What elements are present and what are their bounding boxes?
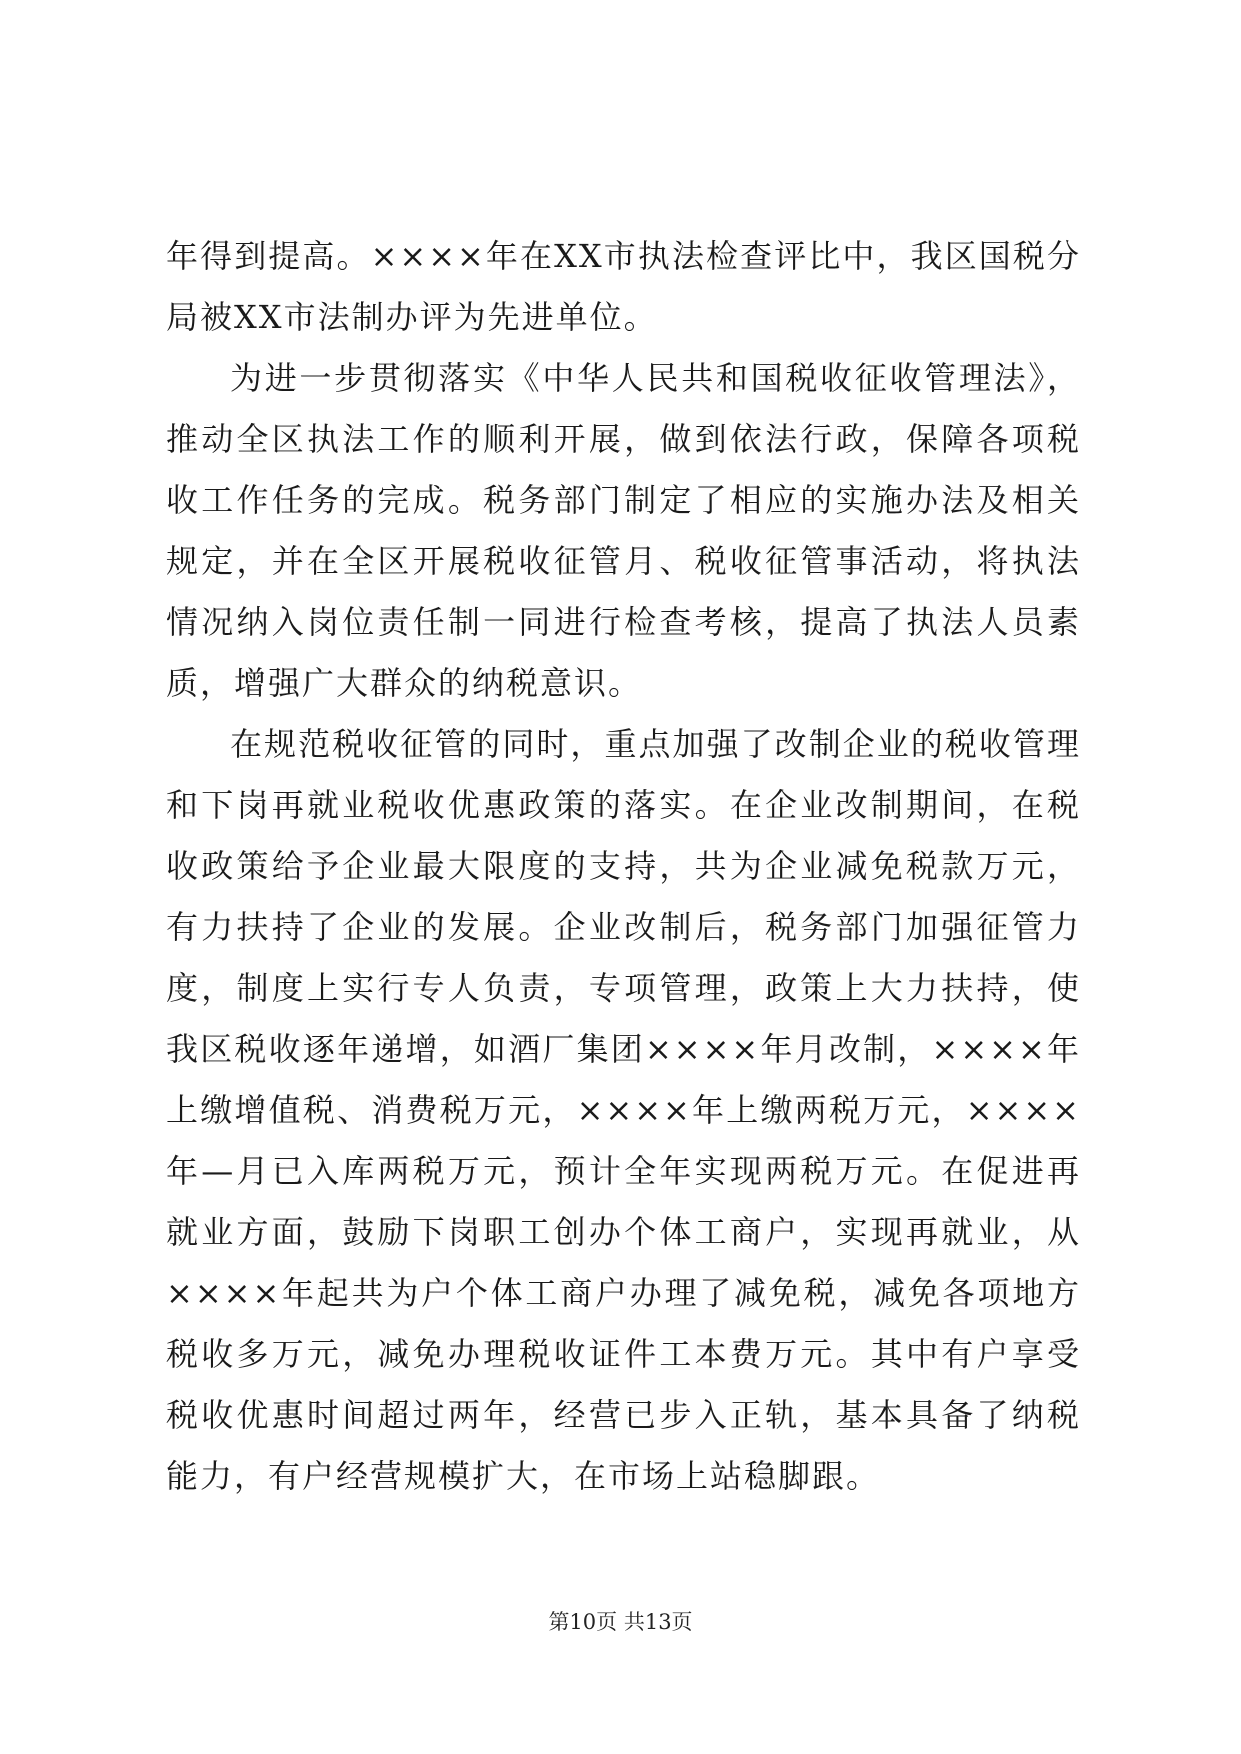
page-number-label: 第10页 共13页: [548, 1610, 693, 1634]
paragraph-continuation: 年得到提高。××××年在XX市执法检查评比中，我区国税分局被XX市法制办评为先进单位。: [166, 237, 1081, 336]
page-footer: [0, 1608, 1241, 1636]
paragraph-enterprise-reform: 在规范税收征管的同时，重点加强了改制企业的税收管理和下岗再就业税收优惠政策的落实。在企业改制期间，在税收政策给予企业最大限度的支持，共为企业减免税款万元，有力扶持了企业的发展。企业改制后，税务部门加强征管力度，制度上实行专人负责，专项管理，政策上大力扶持，使我区税收逐年递增，如酒厂集团××××年月改制，××××年上缴增值税、消费税万元，××××年上缴两税万元，××××年—月已入库两税万元，预计全年实现两税万元。在促进再就业方面，鼓励下岗职工创办个体工商户，实现再就业，从××××年起共为户个体工商户办理了减免税，减免各项地方税收多万元，减免办理税收证件工本费万元。其中有户享受税收优惠时间超过两年，经营已步入正轨，基本具备了纳税能力，有户经营规模扩大，在市场上站稳脚跟。: [166, 725, 1081, 1495]
document-body: [166, 226, 1081, 1507]
paragraph-tax-law: 为进一步贯彻落实《中华人民共和国税收征收管理法》，推动全区执法工作的顺利开展，做到依法行政，保障各项税收工作任务的完成。税务部门制定了相应的实施办法及相关规定，并在全区开展税收征管月、税收征管事活动，将执法情况纳入岗位责任制一同进行检查考核，提高了执法人员素质，增强广大群众的纳税意识。: [166, 359, 1081, 702]
